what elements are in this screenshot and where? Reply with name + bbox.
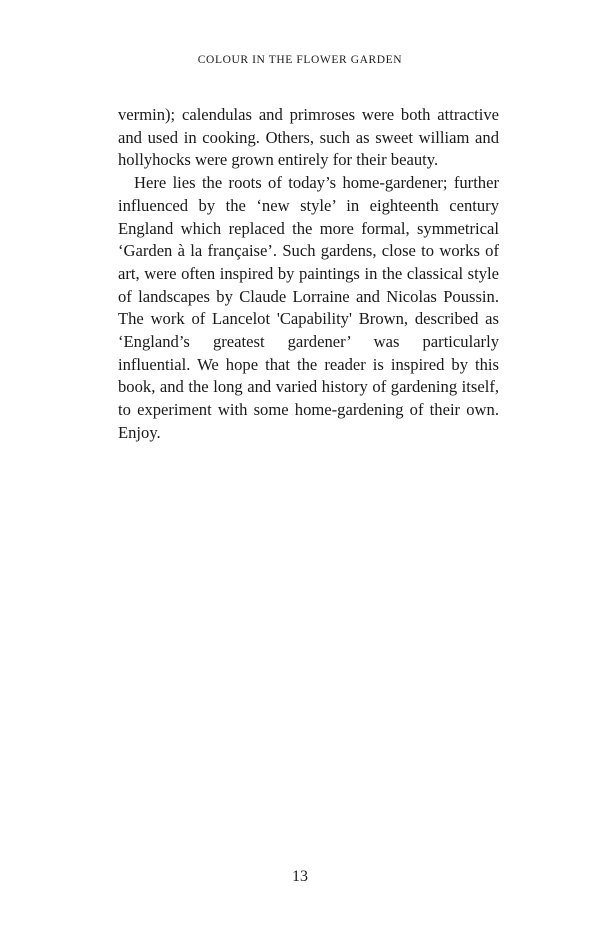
page-number: 13 bbox=[292, 868, 308, 885]
running-head: COLOUR IN THE FLOWER GARDEN bbox=[197, 54, 403, 66]
body-text bbox=[118, 104, 499, 445]
paragraph: Here lies the roots of today’s home-gardener; further influenced by the ‘new style’ in eighteenth century England which replaced the more formal, symmetrical ‘Garden à la française’. Such gardens, close to works of art, were often inspired by paintings in the classical style of landscapes by Claude Lorraine and Nicolas Poussin. The work of Lancelot 'Capability' Brown, described as ‘England’s greatest gardener’ was particularly influential. We hope that the reader is inspired by this book, and the long and varied history of gardening itself, to experiment with some home-gardening of their own. Enjoy. bbox=[118, 173, 499, 442]
paragraph-continuation: vermin); calendulas and primroses were both attractive and used in cooking. Others, such as sweet william and hollyhocks were grown entirely for their beauty. bbox=[118, 105, 499, 170]
